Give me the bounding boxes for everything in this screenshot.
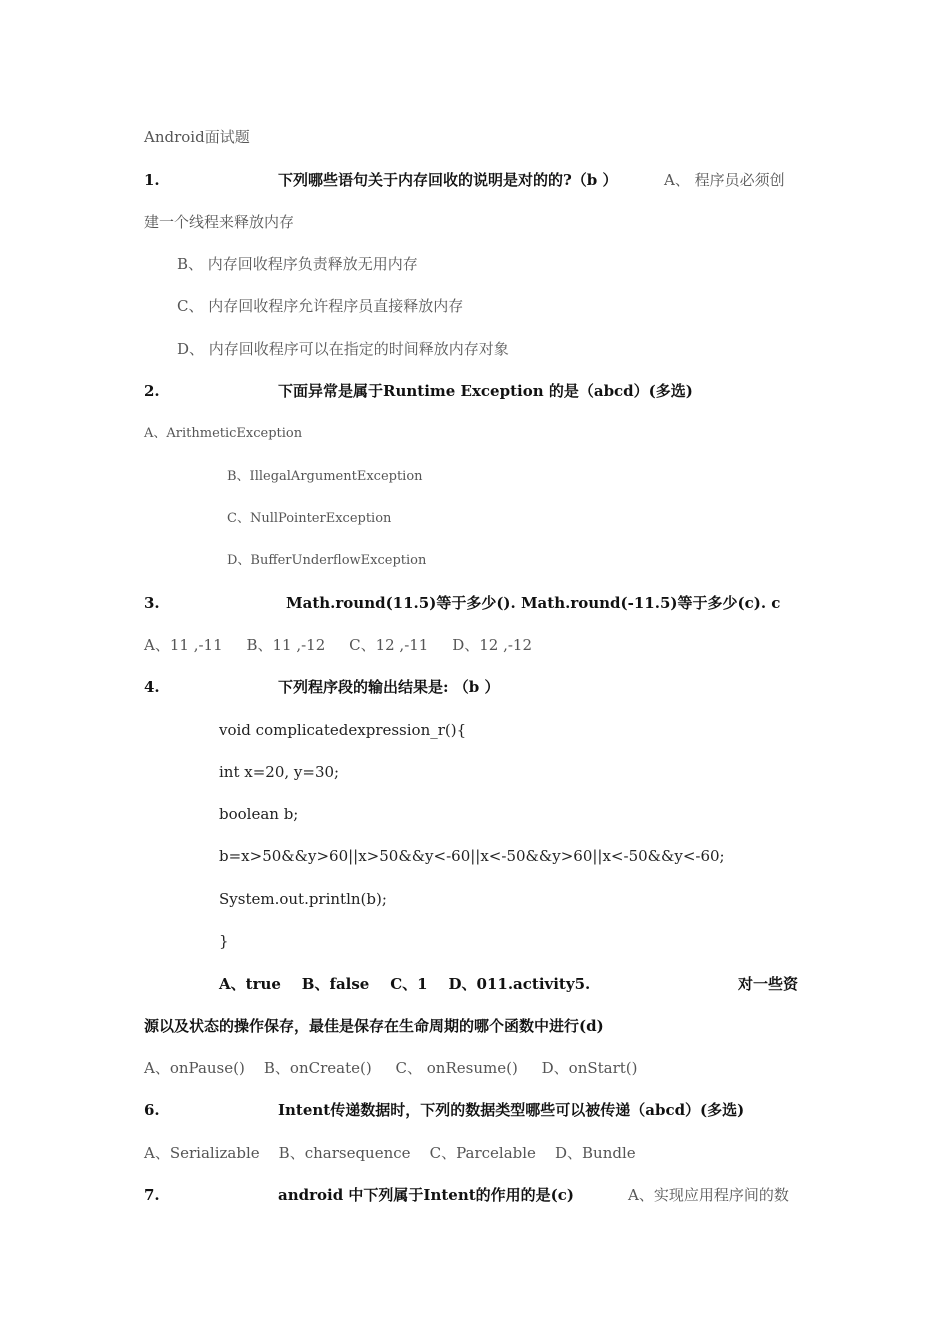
q4-code-line-1: void complicatedexpression_r(){ — [219, 721, 467, 739]
q7-number: 7. — [144, 1186, 160, 1204]
doc-title: Android面试题 — [144, 128, 250, 146]
q1-option-b: B、 内存回收程序负责释放无用内存 — [177, 255, 418, 273]
q2-option-c: C、NullPointerException — [227, 511, 392, 526]
q2-number: 2. — [144, 382, 160, 400]
q7-stem: android 中下列属于Intent的作用的是(c) — [278, 1186, 574, 1204]
q6-number: 6. — [144, 1101, 160, 1119]
q4-code-line-2: int x=20, y=30; — [219, 763, 340, 781]
q1-option-a-continued: 建一个线程来释放内存 — [144, 213, 295, 231]
q3-options: A、11 ,-11 B、11 ,-12 C、12 ,-11 D、12 ,-12 — [144, 636, 532, 654]
q1-option-a-start: A、 程序员必须创 — [664, 171, 785, 189]
q2-option-b: B、IllegalArgumentException — [227, 469, 423, 484]
q4-code-line-3: boolean b; — [219, 805, 299, 823]
q4-code-line-5: System.out.println(b); — [219, 890, 387, 908]
q3-number: 3. — [144, 594, 160, 612]
q7-option-a-start: A、实现应用程序间的数 — [628, 1186, 789, 1204]
q3-stem: Math.round(11.5)等于多少(). Math.round(-11.5)等于多少(c). c — [286, 594, 781, 612]
q6-options: A、Serializable B、charsequence C、Parcelable D、Bundle — [144, 1144, 636, 1162]
q1-stem: 下列哪些语句关于内存回收的说明是对的的?（b ） — [278, 171, 618, 189]
q4-options: A、true B、false C、1 D、011.activity5. — [219, 975, 591, 993]
q5-options: A、onPause() B、onCreate() C、 onResume() D、onStart() — [144, 1059, 638, 1077]
q5-stem-start: 对一些资 — [738, 975, 799, 993]
q2-option-a: A、ArithmeticException — [144, 426, 303, 441]
q1-number: 1. — [144, 171, 160, 189]
q2-option-d: D、BufferUnderflowException — [227, 553, 427, 568]
q4-number: 4. — [144, 678, 160, 696]
q5-stem-continued: 源以及状态的操作保存，最佳是保存在生命周期的哪个函数中进行(d) — [144, 1017, 604, 1035]
q6-stem: Intent传递数据时，下列的数据类型哪些可以被传递（abcd）(多选) — [278, 1101, 745, 1119]
q4-stem: 下列程序段的输出结果是: （b ） — [278, 678, 500, 696]
q4-code-line-4: b=x>50&&y>60||x>50&&y<-60||x<-50&&y>60||x<-50&&y<-60; — [219, 847, 725, 865]
q1-option-d: D、 内存回收程序可以在指定的时间释放内存对象 — [177, 340, 509, 358]
q2-stem: 下面异常是属于Runtime Exception 的是（abcd）(多选) — [278, 382, 693, 400]
q4-code-line-6: } — [219, 932, 229, 950]
q1-option-c: C、 内存回收程序允许程序员直接释放内存 — [177, 297, 464, 315]
